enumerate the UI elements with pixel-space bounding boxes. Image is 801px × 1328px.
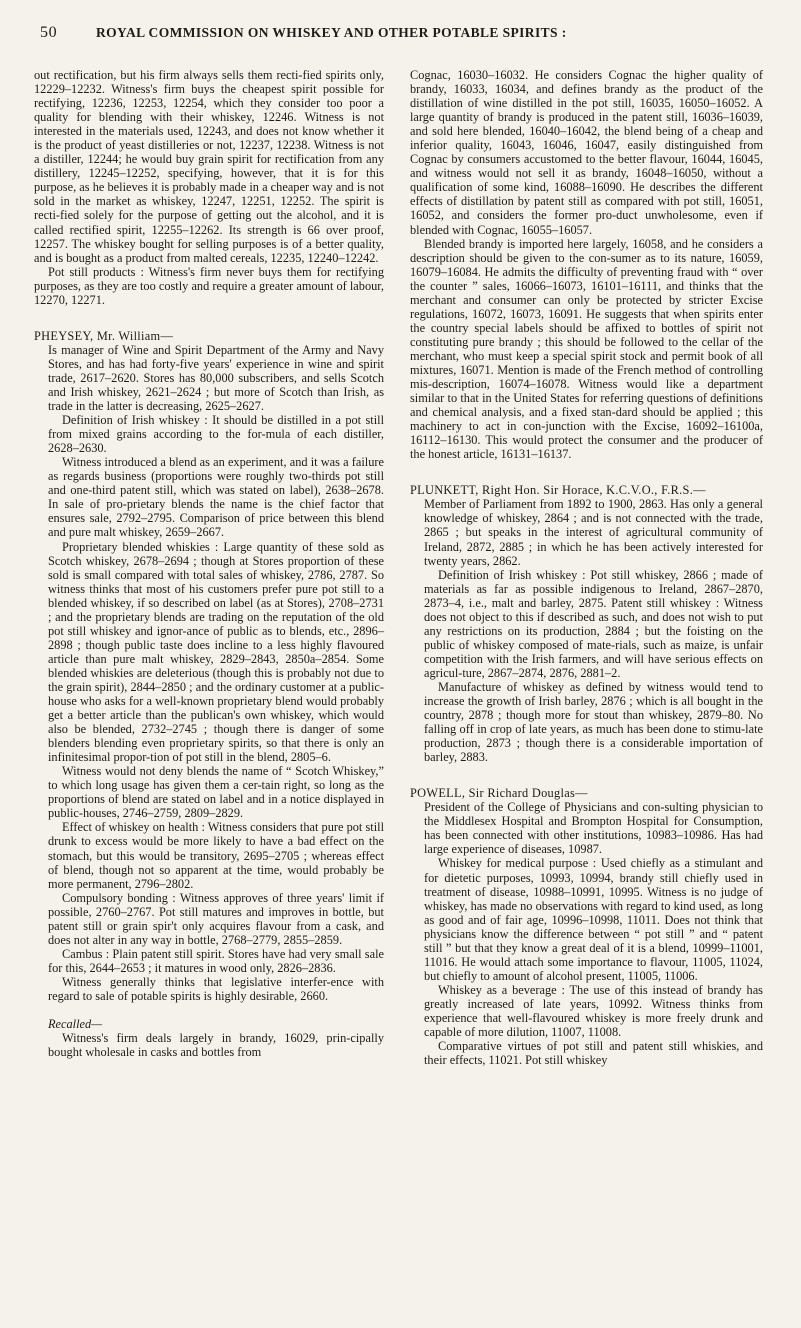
entry-paragraph: Effect of whiskey on health : Witness considers that pure pot still drunk to excess would be more likely to have a bad effect on the stomach, but this would be transitory, 2695–2705 ; whereas effect of blend, though not so apparent at the time, would probably be more permanent, 2796–2802. [48,820,384,891]
entry-paragraph: Manufacture of whiskey as defined by witness would tend to increase the growth of Irish barley, 2876 ; which is all bought in the country, 2878 ; though more for stout than whiskey, 2879–80. No falling off in crop of late years, as much has been done to stimu-late production, 2873 ; though there is a considerable importation of barley, 2883. [424,679,763,765]
witness-heading-plunkett: PLUNKETT, Right Hon. Sir Horace, K.C.V.O., F.R.S.— [410,483,706,498]
entry-paragraph: Compulsory bonding : Witness approves of three years' limit if possible, 2760–2767. Pot still matures and improves in bottle, but patent still or grain spir't only acquires flavour from a cask, and does not alter in any way in bottle, 2768–2779, 2855–2859. [48,890,384,947]
entry-paragraph: Witness's firm deals largely in brandy, 16029, prin-cipally bought wholesale in casks and bottles from [48,1031,384,1060]
witness-heading-pheysey: PHEYSEY, Mr. William— [34,328,174,343]
witness-entry-pheysey [34,343,384,1059]
continued-entry [410,68,763,461]
running-title: ROYAL COMMISSION ON WHISKEY AND OTHER POTABLE SPIRITS : [96,25,567,40]
witness-entry-plunkett [410,497,763,764]
left-column [34,68,384,1059]
entry-paragraph: Is manager of Wine and Spirit Department of the Army and Navy Stores, and has had forty-five years' experience in wine and spirit trade, 2617–2620. Stores has 80,000 subscribers, and sells Scotch and Irish whiskey, 2621–2624 ; but more of Scotch than Irish, as trade in the latter is decreasing, 2625–2627. [48,342,384,414]
entry-paragraph: Whiskey for medical purpose : Used chiefly as a stimulant and for dietetic purposes, 10993, 10994, brandy still chiefly used in treatment of disease, 10988–10991, 10995. Witness is no judge of whiskey, has made no observations with regard to kind used, as long as good and of fair age, 10996–10998, 11011. Does not think that physicians know the difference between “ pot still ” and “ patent still ” but that they know a great deal of it is a blend, 10999–11001, 11016. He would attach some importance to flavour, 11005, 11024, but chiefly to amount of alcohol present, 11005, 11006. [424,856,763,983]
entry-paragraph: Blended brandy is imported here largely, 16058, and he considers a description should be given to the con-sumer as to its nature, 16059, 16079–16084. He admits the difficulty of preventing fraud with “ over the counter ” sales, 16066–16073, 16101–16111, and thinks that the merchant and consumer can only be protected by stricter Excise regulations, 16072, 16073, 16091. He suggests that when spirits enter the country special labels should be affixed to bottles of spirit not constituting pure brandy ; this should be followed to the cellar of the merchant, who must keep a special spirit stock and permit book of all mixtures, 16071. Mention is made of the French method of controlling mis-description, 16074–16078. Witness would like a department similar to that in the United States for referring questions of definitions and chemical analysis, and a fixed stan-dard should be applied ; this machinery to act in con-junction with the Excise, 16092–16100a, 16112–16130. This would protect the consumer and the producer of the honest article, 16131–16137. [410,236,763,462]
page-number: 50 [40,24,58,41]
page-header [40,24,780,48]
body-paragraph: Pot still products : Witness's firm never buys them for rectifying purposes, as they are too costly and require a greater amount of labour, 12270, 12271. [34,264,384,307]
entry-paragraph: Witness generally thinks that legislative interfer-ence with regard to sale of potable spirits is highly desirable, 2660. [48,974,384,1003]
right-column [410,68,763,1067]
entry-paragraph: Proprietary blended whiskies : Large quantity of these sold as Scotch whiskey, 2678–2694 ; though at Stores proportion of these sold is small compared with total sales of whiskey, 2786, 2787. So witness thinks that most of his customers prefer pure pot still to a blended whiskey, if so described on label (as at Stores), 2708–2731 ; and the proprietary blends are trading on the reputation of the old pot still whiskey and ignor-ance of public as to blends, etc., 2896–2898 ; though public taste does incline to a less highly flavoured article than pure malt whiskey, 2829–2843, 2850a–2854. Some blended whiskies are deleterious (though this is probably not due to the grain spirit), 2844–2850 ; and the ordinary customer at a public-house who asks for a well-known proprietary blend would probably get a better article than the publican's own whiskey, which would also be blended, 2732–2745 ; though there is danger of some blenders blending even proprietary spirits, so that there is only an infinitesimal propor-tion of pot still in the blend, 2805–6. [48,539,384,765]
witness-heading-powell: POWELL, Sir Richard Douglas— [410,786,588,801]
continued-paragraph: out rectification, but his firm always sells them recti-fied spirits only, 12229–12232. Witness's firm buys the cheapest spirit possible for rectifying, 12236, 12253, 12254, which they consider too poor a quality for blending with their whiskey, 12246. Witness is not interested in the materials used, 12243, and does not know whether it is the product of yeast distilleries or not, 12237, 12238. Witness is not a distiller, 12244; he would buy grain spirit for rectification from any distillery, 12245–12252, specifying, however, that it is for this purpose, as he believes it is probably made in a cheaper way and is not sold in the market as whiskey, 12247, 12251, 12252. The spirit is recti-fied solely for the purpose of getting out the alcohol, and it is called rectified spirit, 12255–12262. Its strength is 66 over proof, 12257. The whiskey bought for selling purposes is of a better quality, and is bought as a product from malted cereals, 12235, 12240–12242. [34,68,384,265]
entry-paragraph: Witness introduced a blend as an experiment, and it was a failure as regards business (proportions were roughly two-thirds pot still and one-third patent still, which was stated on label), 2638–2678. In sale of pro-prietary blends the name is the chief factor that ensures sale, 2792–2795. Comparison of price between this blend and pure malt whiskey, 2659–2667. [48,455,384,540]
entry-paragraph: President of the College of Physicians and con-sulting physician to the Middlesex Hospital and Brompton Hospital for Consumption, has been connected with other institutions, 10983–10986. Has had large experience of diseases, 10987. [424,800,763,857]
entry-paragraph: Definition of Irish whiskey : Pot still whiskey, 2866 ; made of materials as far as possible indigenous to Ireland, 2867–2870, 2873–4, i.e., malt and barley, 2875. Patent still whiskey : Witness does not object to this if described as such, and does not wish to put any restrictions on its production, 2884 ; but the foisting on the public of whiskey composed of mate-rials, such as maize, is unfair competition with the Irish farmers, and will have serious effects on agricul-ture, 2867–2874, 2876, 2881–2. [424,567,763,680]
entry-paragraph: Comparative virtues of pot still and patent still whiskies, and their effects, 11021. Pot still whiskey [424,1039,763,1068]
entry-paragraph: Whiskey as a beverage : The use of this instead of brandy has greatly increased of late years, 10992. Witness thinks from experience that well-flavoured whiskey is more freely drunk and capable of more dilution, 11007, 11008. [424,982,763,1040]
entry-paragraph: Definition of Irish whiskey : It should be distilled in a pot still from mixed grains according to the for-mula of each distiller, 2628–2630. [48,413,384,456]
continued-paragraph: Cognac, 16030–16032. He considers Cognac the higher quality of brandy, 16033, 16034, and defines brandy as the product of the distillation of wine distilled in the pot still, 16035, 16050–16052. A large quantity of brandy is produced in the patent still, 16036–16039, and sold here blended, 16040–16042, the blend being of a cheap and inferior quality, 16043, 16046, 16047, easily distinguished from Cognac by consumers accustomed to the better flavour, 16044, 16045, and witness would not sell it as brandy, 16048–16050, without a qualification of some kind, 16088–16090. He describes the different effects of distillation by patent still as compared with pot still, 16051, 16052, and considers the former pro-duct unwholesome, even if blended with Cognac, 16055–16057. [410,68,763,237]
entry-paragraph: Witness would not deny blends the name of “ Scotch Whiskey,” to which long usage has given them a cer-tain right, so long as the proportions of blend are stated on label and in a notice displayed in public-houses, 2746–2759, 2809–2829. [48,764,384,821]
entry-paragraph: Member of Parliament from 1892 to 1900, 2863. Has only a general knowledge of whiskey, 2864 ; and is not connected with the trade, 2865 ; but speaks in the interest of agricultural community of Ireland, 2872, 2885 ; in which he has been actively interested for twenty years, 2862. [424,497,763,568]
recalled-label: Recalled— [48,1017,103,1032]
entry-paragraph: Cambus : Plain patent still spirit. Stores have had very small sale for this, 2644–2653 ; it matures in wood only, 2826–2836. [48,946,384,975]
witness-entry-powell [410,800,763,1067]
